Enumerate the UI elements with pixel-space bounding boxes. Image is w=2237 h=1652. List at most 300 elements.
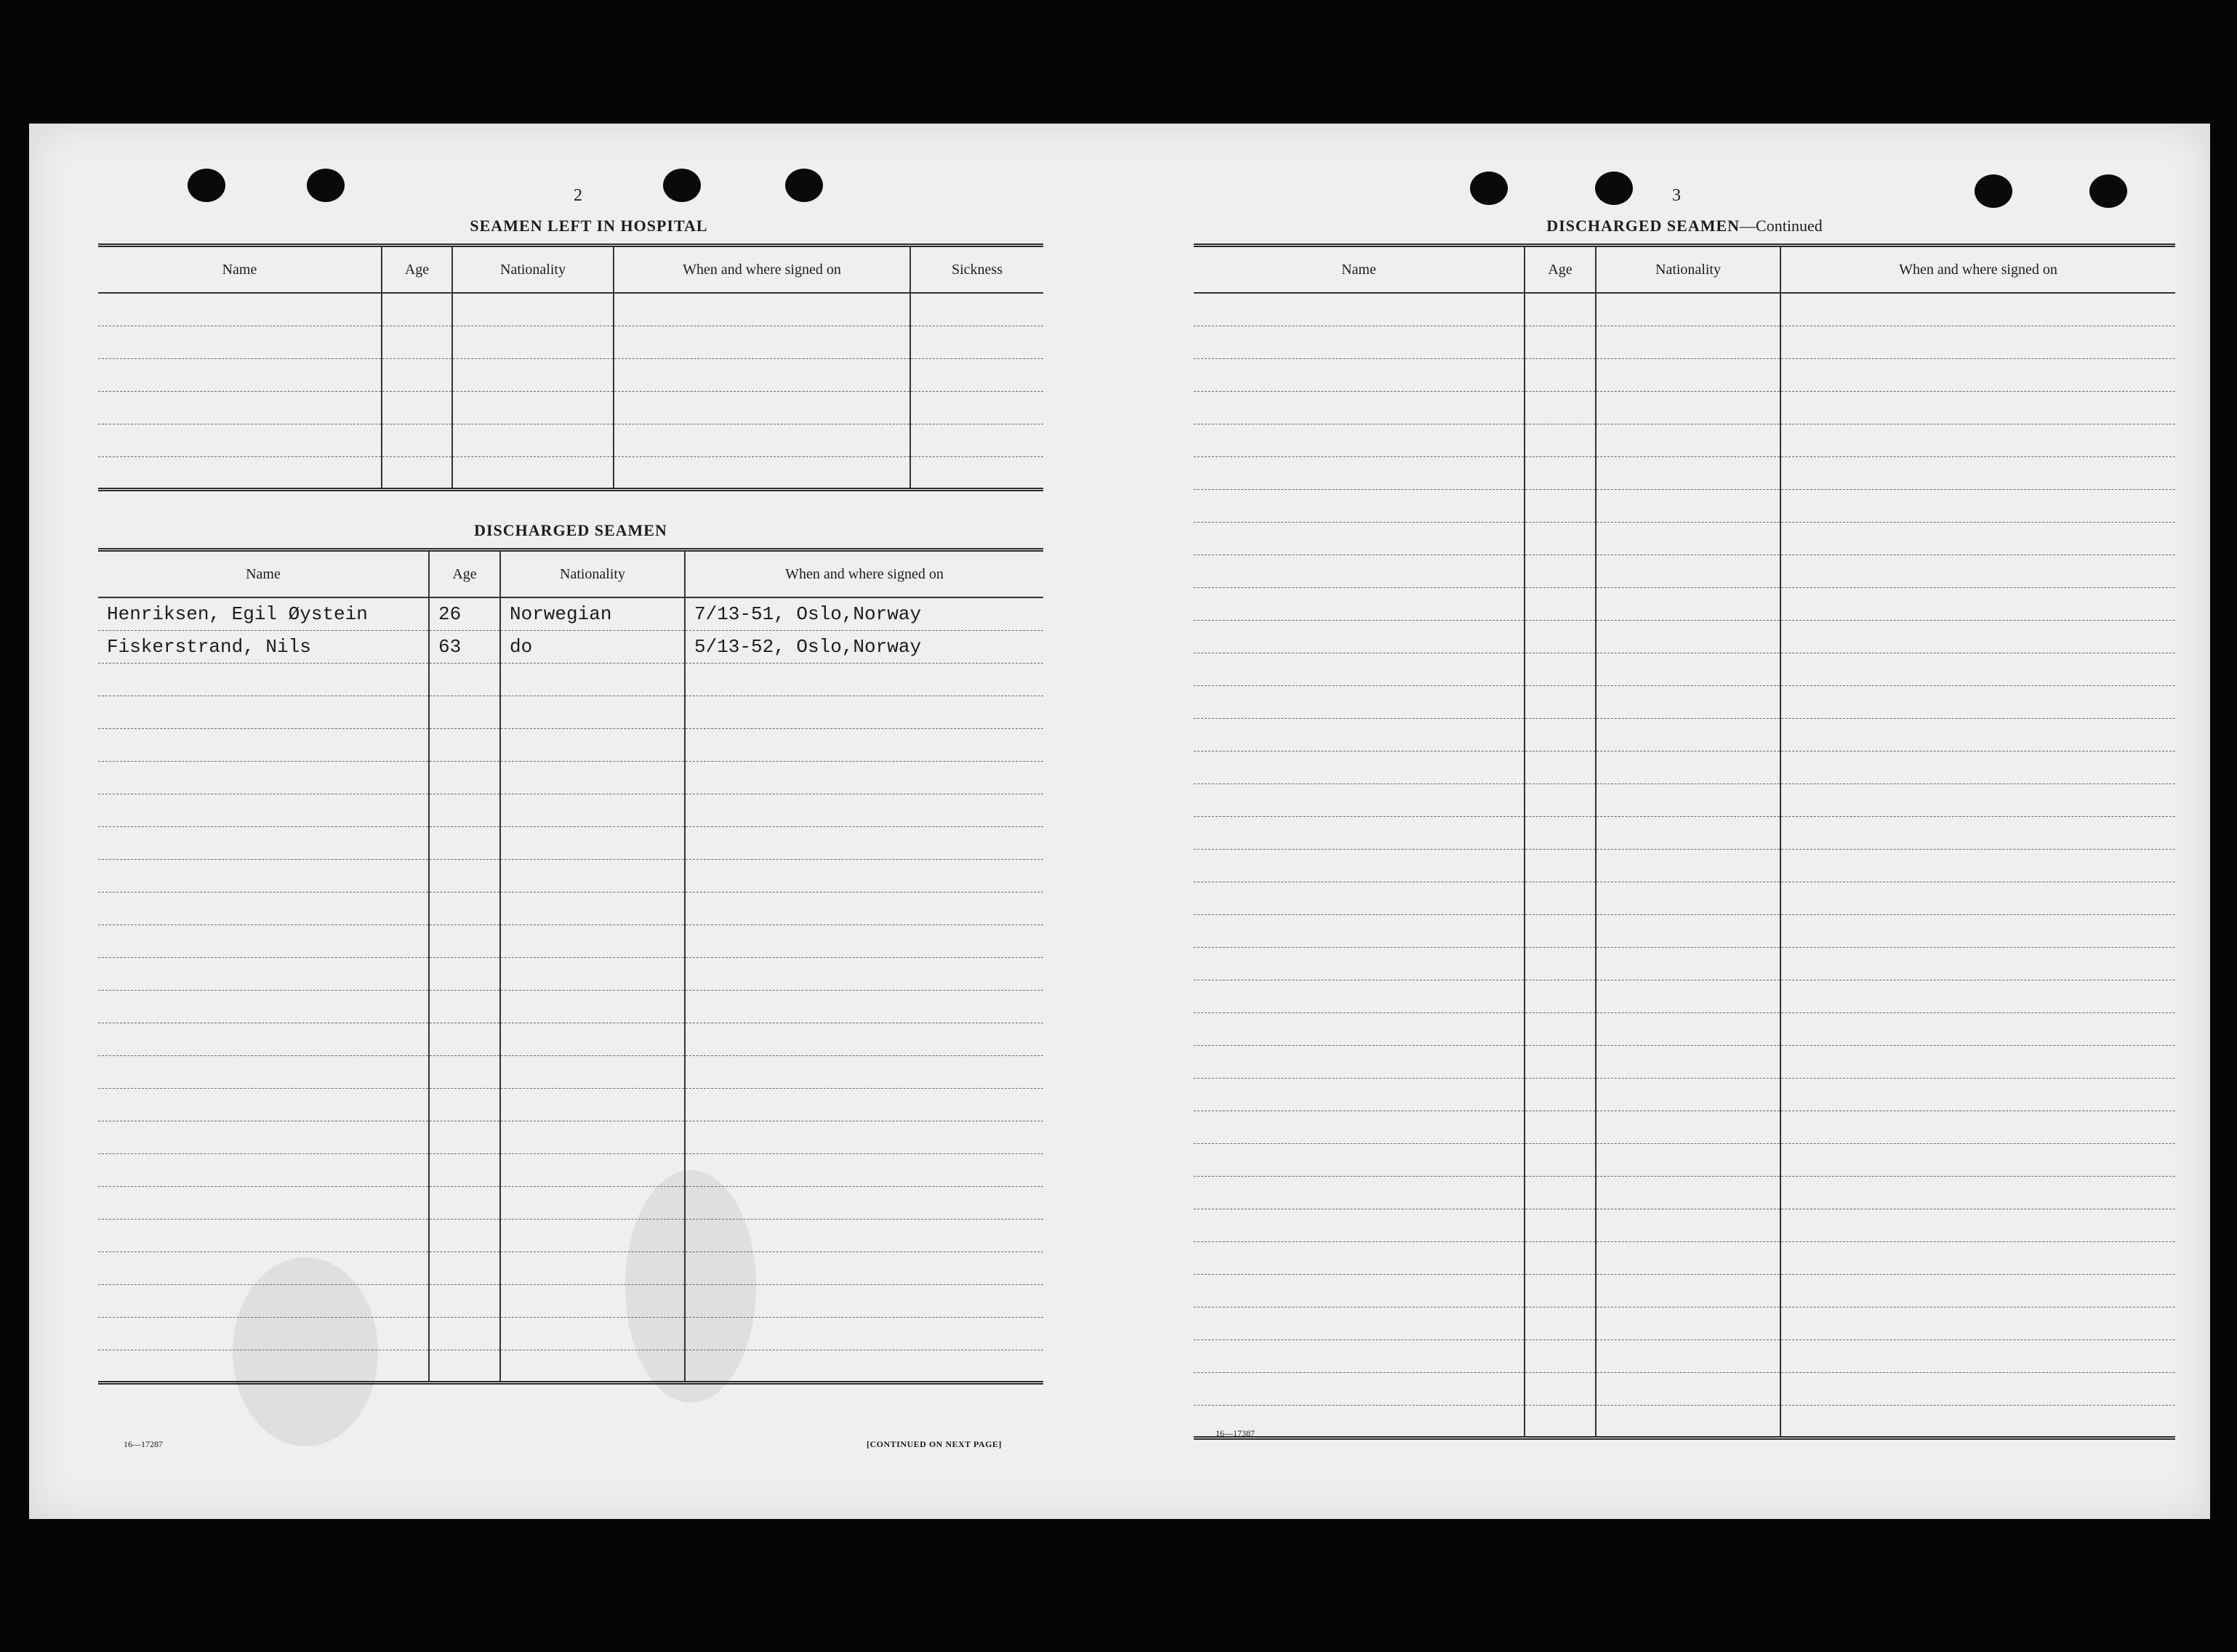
table-cell	[500, 924, 685, 957]
table-cell: 26	[429, 597, 500, 630]
table-row	[98, 1350, 1043, 1382]
table-cell	[685, 794, 1043, 826]
column-header-name: Name	[1194, 246, 1525, 294]
table-cell	[1525, 1241, 1596, 1274]
table-cell	[1525, 424, 1596, 456]
table-cell: 63	[429, 630, 500, 663]
table-cell	[1525, 1176, 1596, 1209]
table-cell	[98, 826, 429, 859]
column-header-nationality: Nationality	[500, 550, 685, 598]
continued-title-suffix: —Continued	[1740, 217, 1823, 235]
table-cell	[1525, 685, 1596, 718]
table-cell	[500, 859, 685, 892]
table-row	[1194, 1405, 2175, 1438]
table-cell	[1194, 882, 1525, 914]
punch-hole	[1470, 172, 1508, 205]
discharged-table	[98, 548, 1043, 1385]
table-row	[1194, 587, 2175, 620]
table-cell	[98, 1121, 429, 1153]
table-cell	[685, 1121, 1043, 1153]
column-header-sickness: Sickness	[910, 246, 1043, 294]
table-cell	[1525, 783, 1596, 816]
table-cell	[685, 1153, 1043, 1186]
column-header-name: Name	[98, 550, 429, 598]
table-cell	[500, 1186, 685, 1219]
table-cell	[685, 1219, 1043, 1252]
table-cell	[452, 358, 614, 391]
table-cell	[98, 391, 382, 424]
table-cell	[429, 1153, 500, 1186]
column-header-when-and-where-signed-on: When and where signed on	[685, 550, 1043, 598]
table-cell	[1596, 555, 1780, 587]
table-cell: do	[500, 630, 685, 663]
table-cell	[1780, 1078, 2175, 1111]
table-row	[98, 293, 1043, 326]
table-row	[98, 1153, 1043, 1186]
table-cell	[1525, 522, 1596, 555]
table-cell	[1780, 685, 2175, 718]
table-cell	[1525, 1012, 1596, 1045]
table-cell	[382, 391, 452, 424]
column-header-nationality: Nationality	[452, 246, 614, 294]
table-cell	[685, 892, 1043, 924]
table-cell	[1525, 653, 1596, 685]
table-cell	[500, 1023, 685, 1055]
table-row	[98, 1186, 1043, 1219]
table-cell	[1194, 1372, 1525, 1405]
table-row	[1194, 391, 2175, 424]
table-row	[98, 1317, 1043, 1350]
column-header-age: Age	[382, 246, 452, 294]
table-cell	[1525, 391, 1596, 424]
table-cell	[1525, 587, 1596, 620]
table-row	[98, 597, 1043, 630]
table-cell	[429, 1088, 500, 1121]
table-cell: 5/13-52, Oslo,Norway	[685, 630, 1043, 663]
table-row	[1194, 293, 2175, 326]
table-cell	[500, 761, 685, 794]
table-cell	[98, 1252, 429, 1284]
table-cell	[98, 957, 429, 990]
table-cell	[500, 1317, 685, 1350]
table-cell	[1780, 816, 2175, 849]
table-cell	[1525, 456, 1596, 489]
table-row	[98, 1088, 1043, 1121]
table-cell	[429, 696, 500, 728]
table-row	[1194, 1176, 2175, 1209]
table-row	[1194, 326, 2175, 358]
table-cell	[500, 892, 685, 924]
table-cell	[429, 1317, 500, 1350]
table-row	[98, 424, 1043, 456]
table-cell	[1525, 751, 1596, 783]
table-cell	[429, 1055, 500, 1088]
table-cell	[1780, 914, 2175, 947]
table-cell	[1525, 947, 1596, 980]
table-cell	[1194, 620, 1525, 653]
table-cell	[910, 456, 1043, 489]
table-cell	[1780, 947, 2175, 980]
table-cell	[1194, 587, 1525, 620]
table-cell	[1596, 1307, 1780, 1339]
table-row	[1194, 1045, 2175, 1078]
table-cell	[1780, 326, 2175, 358]
table-cell	[500, 1284, 685, 1317]
table-cell	[500, 728, 685, 761]
table-cell	[98, 1055, 429, 1088]
table-cell	[452, 326, 614, 358]
table-cell	[685, 728, 1043, 761]
table-cell	[1596, 1078, 1780, 1111]
table-cell	[98, 924, 429, 957]
table-cell	[1525, 1143, 1596, 1176]
table-cell	[1194, 1078, 1525, 1111]
table-cell	[98, 456, 382, 489]
table-cell	[614, 391, 910, 424]
table-cell	[429, 1186, 500, 1219]
table-cell	[910, 391, 1043, 424]
table-cell	[452, 424, 614, 456]
table-row	[98, 1252, 1043, 1284]
table-row	[98, 892, 1043, 924]
table-cell	[1525, 1372, 1596, 1405]
table-cell	[500, 1219, 685, 1252]
punch-hole	[307, 169, 345, 202]
table-row	[98, 1055, 1043, 1088]
table-cell	[98, 761, 429, 794]
table-cell	[1194, 718, 1525, 751]
table-cell	[1596, 522, 1780, 555]
table-cell	[98, 1350, 429, 1382]
hospital-table	[98, 243, 1043, 491]
punch-hole	[2089, 174, 2127, 208]
table-cell	[1194, 391, 1525, 424]
table-row	[1194, 947, 2175, 980]
table-row	[1194, 1372, 2175, 1405]
table-cell	[1194, 1143, 1525, 1176]
table-cell	[685, 1284, 1043, 1317]
table-row	[98, 358, 1043, 391]
table-cell	[1780, 783, 2175, 816]
table-cell	[429, 826, 500, 859]
table-cell	[910, 358, 1043, 391]
table-cell	[1780, 1111, 2175, 1143]
table-cell	[98, 1153, 429, 1186]
table-row	[1194, 522, 2175, 555]
table-cell	[1596, 718, 1780, 751]
table-cell	[1194, 555, 1525, 587]
table-row	[1194, 1143, 2175, 1176]
table-cell	[500, 1055, 685, 1088]
table-row	[98, 990, 1043, 1023]
table-cell	[1596, 1143, 1780, 1176]
table-cell	[685, 957, 1043, 990]
table-cell	[1194, 980, 1525, 1012]
table-row	[98, 663, 1043, 696]
table-cell	[1780, 522, 2175, 555]
table-cell	[1194, 849, 1525, 882]
table-cell	[1596, 358, 1780, 391]
table-row	[98, 859, 1043, 892]
table-cell	[1596, 391, 1780, 424]
table-row	[1194, 1012, 2175, 1045]
table-cell	[685, 859, 1043, 892]
table-cell	[382, 358, 452, 391]
table-cell	[1596, 1012, 1780, 1045]
table-row	[98, 728, 1043, 761]
table-cell	[452, 456, 614, 489]
table-cell	[500, 794, 685, 826]
continued-note: [CONTINUED ON NEXT PAGE]	[867, 1439, 1002, 1449]
table-cell	[685, 1252, 1043, 1284]
table-cell	[1194, 1209, 1525, 1241]
table-cell	[1596, 980, 1780, 1012]
table-cell	[1780, 456, 2175, 489]
table-cell	[1525, 489, 1596, 522]
punch-hole	[663, 169, 701, 202]
table-cell	[1525, 1339, 1596, 1372]
table-row	[98, 826, 1043, 859]
table-cell	[429, 1121, 500, 1153]
table-cell	[429, 924, 500, 957]
table-cell	[429, 892, 500, 924]
table-cell	[614, 358, 910, 391]
table-row	[1194, 1339, 2175, 1372]
table-row	[1194, 849, 2175, 882]
table-cell: Henriksen, Egil Øystein	[98, 597, 429, 630]
table-cell	[1596, 424, 1780, 456]
table-cell	[1596, 1241, 1780, 1274]
hospital-section-title: SEAMEN LEFT IN HOSPITAL	[470, 217, 708, 235]
punch-hole	[785, 169, 823, 202]
table-cell	[1525, 555, 1596, 587]
table-cell: Norwegian	[500, 597, 685, 630]
table-cell	[1780, 1209, 2175, 1241]
table-row	[1194, 685, 2175, 718]
table-cell	[910, 326, 1043, 358]
table-cell	[1596, 1176, 1780, 1209]
table-row	[1194, 751, 2175, 783]
table-cell	[1194, 1274, 1525, 1307]
table-cell	[910, 424, 1043, 456]
table-row	[1194, 653, 2175, 685]
form-number: 16—17387	[1216, 1428, 1255, 1438]
continued-table	[1194, 243, 2175, 1440]
table-cell	[1780, 620, 2175, 653]
table-cell	[1525, 718, 1596, 751]
table-row	[1194, 489, 2175, 522]
table-cell	[685, 1186, 1043, 1219]
table-cell	[500, 990, 685, 1023]
table-cell	[614, 424, 910, 456]
table-cell	[1194, 1307, 1525, 1339]
table-cell	[685, 826, 1043, 859]
table-cell	[685, 1055, 1043, 1088]
table-cell	[382, 293, 452, 326]
table-row	[1194, 620, 2175, 653]
document-sheet	[29, 124, 2210, 1519]
table-cell	[500, 1252, 685, 1284]
table-cell	[1780, 489, 2175, 522]
table-cell	[1194, 1339, 1525, 1372]
table-cell	[429, 1284, 500, 1317]
table-cell	[98, 1023, 429, 1055]
table-cell	[1596, 1209, 1780, 1241]
table-row	[98, 326, 1043, 358]
table-cell	[1780, 555, 2175, 587]
table-cell	[1596, 1045, 1780, 1078]
table-cell	[98, 794, 429, 826]
column-header-when-and-where-signed-on: When and where signed on	[1780, 246, 2175, 294]
table-cell	[1780, 718, 2175, 751]
table-cell	[1525, 980, 1596, 1012]
table-row	[98, 456, 1043, 489]
table-cell	[500, 1153, 685, 1186]
table-cell	[452, 293, 614, 326]
table-cell	[98, 663, 429, 696]
table-cell	[1194, 424, 1525, 456]
table-cell	[1194, 914, 1525, 947]
table-row	[1194, 1241, 2175, 1274]
table-cell	[429, 1219, 500, 1252]
table-cell	[1596, 587, 1780, 620]
table-row	[1194, 424, 2175, 456]
table-cell	[98, 990, 429, 1023]
table-cell	[1596, 914, 1780, 947]
table-cell	[1780, 587, 2175, 620]
table-cell	[1596, 489, 1780, 522]
table-cell	[98, 1186, 429, 1219]
table-cell	[382, 424, 452, 456]
table-cell	[429, 1023, 500, 1055]
table-cell	[1596, 947, 1780, 980]
table-cell	[382, 326, 452, 358]
table-cell	[1525, 1111, 1596, 1143]
table-row	[98, 957, 1043, 990]
table-cell	[1596, 1339, 1780, 1372]
table-row	[98, 761, 1043, 794]
table-cell	[1596, 882, 1780, 914]
table-cell	[1194, 751, 1525, 783]
table-cell	[98, 424, 382, 456]
table-row	[98, 1284, 1043, 1317]
table-cell	[1194, 1176, 1525, 1209]
table-cell	[685, 924, 1043, 957]
table-cell	[1780, 1143, 2175, 1176]
table-cell	[429, 859, 500, 892]
table-cell	[1194, 1241, 1525, 1274]
table-cell	[614, 326, 910, 358]
continued-title-text: DISCHARGED SEAMEN	[1546, 217, 1740, 235]
table-cell	[1596, 653, 1780, 685]
punch-hole	[188, 169, 225, 202]
table-cell	[382, 456, 452, 489]
table-cell	[685, 1023, 1043, 1055]
table-cell	[1194, 326, 1525, 358]
table-cell	[1780, 1339, 2175, 1372]
table-cell	[1194, 489, 1525, 522]
table-cell	[1596, 1372, 1780, 1405]
table-cell	[1525, 816, 1596, 849]
table-row	[1194, 358, 2175, 391]
table-cell	[1780, 1241, 2175, 1274]
page-number: 3	[1672, 186, 1681, 205]
table-row	[98, 794, 1043, 826]
table-cell	[429, 728, 500, 761]
table-row	[1194, 1209, 2175, 1241]
table-cell	[1596, 326, 1780, 358]
table-cell	[910, 293, 1043, 326]
table-cell	[614, 456, 910, 489]
table-cell	[1525, 1078, 1596, 1111]
table-cell	[98, 892, 429, 924]
table-cell	[500, 696, 685, 728]
table-cell	[1780, 751, 2175, 783]
table-cell	[1596, 456, 1780, 489]
table-cell	[1596, 620, 1780, 653]
table-cell	[1596, 1274, 1780, 1307]
table-cell	[98, 859, 429, 892]
table-cell	[500, 1121, 685, 1153]
table-cell	[1194, 816, 1525, 849]
table-cell	[429, 957, 500, 990]
table-cell	[1525, 326, 1596, 358]
table-row	[1194, 456, 2175, 489]
table-cell	[98, 1088, 429, 1121]
table-cell	[500, 957, 685, 990]
table-row	[98, 1219, 1043, 1252]
table-cell: Fiskerstrand, Nils	[98, 630, 429, 663]
table-cell	[1525, 293, 1596, 326]
table-row	[1194, 1078, 2175, 1111]
table-cell	[1596, 783, 1780, 816]
table-cell	[98, 326, 382, 358]
table-cell	[1596, 685, 1780, 718]
table-cell	[452, 391, 614, 424]
table-cell	[1780, 1176, 2175, 1209]
table-cell	[98, 1219, 429, 1252]
table-cell	[500, 1350, 685, 1382]
table-cell	[614, 293, 910, 326]
table-cell	[500, 663, 685, 696]
table-cell	[429, 794, 500, 826]
table-cell	[1780, 424, 2175, 456]
table-cell	[1596, 816, 1780, 849]
column-header-age: Age	[429, 550, 500, 598]
table-cell	[1780, 391, 2175, 424]
table-cell	[98, 358, 382, 391]
table-cell	[429, 1350, 500, 1382]
table-cell	[1596, 1405, 1780, 1438]
table-cell	[1194, 1012, 1525, 1045]
table-cell	[429, 761, 500, 794]
table-row	[1194, 1111, 2175, 1143]
table-cell	[685, 663, 1043, 696]
table-cell	[685, 1317, 1043, 1350]
table-cell	[1525, 620, 1596, 653]
table-cell	[429, 663, 500, 696]
table-row	[1194, 1274, 2175, 1307]
column-header-when-and-where-signed-on: When and where signed on	[614, 246, 910, 294]
table-row	[1194, 555, 2175, 587]
page-number: 2	[574, 186, 582, 205]
table-cell	[1525, 1209, 1596, 1241]
table-row	[1194, 882, 2175, 914]
table-cell	[98, 696, 429, 728]
table-cell	[1194, 685, 1525, 718]
table-cell	[1596, 293, 1780, 326]
table-cell	[685, 761, 1043, 794]
